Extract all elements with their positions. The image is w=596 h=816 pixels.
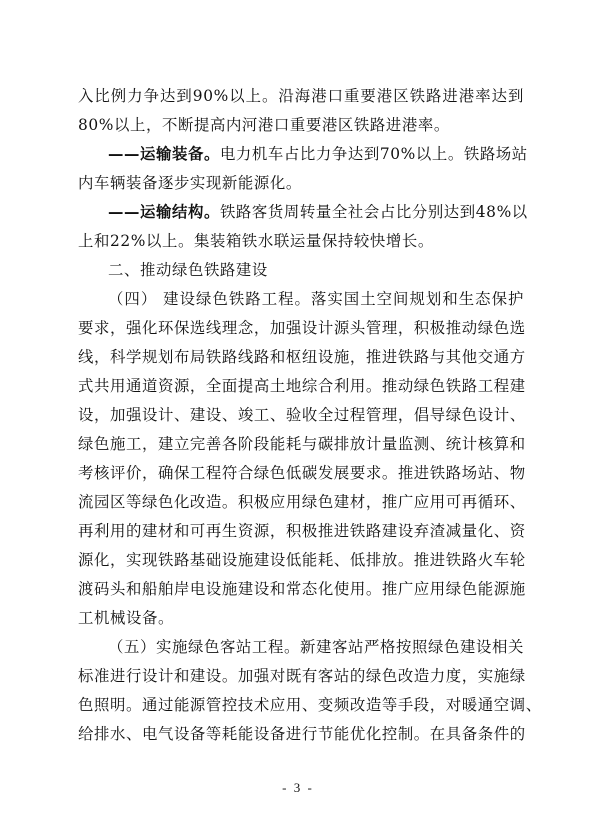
body-line: 入比例力争达到90%以上。沿海港口重要港区铁路进港率达到 <box>78 87 524 105</box>
body-line: （四） 建设绿色铁路工程。落实国土空间规划和生态保护 <box>108 290 524 308</box>
body-line: 要求，强化环保选线理念，加强设计源头管理，积极推动绿色选 <box>78 319 526 337</box>
body-line: 考核评价，确保工程符合绿色低碳发展要求。推进铁路场站、物 <box>78 464 526 482</box>
body-line: 绿色施工，建立完善各阶段能耗与碳排放计量监测、统计核算和 <box>78 435 526 453</box>
bold-label: ——运输结构。 <box>108 203 220 221</box>
body-line: ——运输装备。电力机车占比力争达到70%以上。铁路场站 <box>108 145 528 163</box>
body-line: 80%以上，不断提高内河港口重要港区铁路进港率。 <box>78 116 450 134</box>
body-line: 设，加强设计、建设、竣工、验收全过程管理，倡导绿色设计、 <box>78 406 526 424</box>
body-line: 上和22%以上。集装箱铁水联运量保持较快增长。 <box>78 232 434 250</box>
body-line: 线，科学规划布局铁路线路和枢纽设施，推进铁路与其他交通方 <box>78 348 526 366</box>
body-line: 源化，实现铁路基础设施建设低能耗、低排放。推进铁路火车轮 <box>78 551 526 569</box>
section-heading: 二、推动绿色铁路建设 <box>108 261 268 279</box>
page-number: - 3 - <box>282 780 314 795</box>
body-line: ——运输结构。铁路客货周转量全社会占比分别达到48%以 <box>108 203 528 221</box>
body-line: 渡码头和船舶岸电设施建设和常态化使用。推广应用绿色能源施 <box>78 580 526 598</box>
body-line: 内车辆装备逐步实现新能源化。 <box>78 174 302 192</box>
body-line: 给排水、电气设备等耗能设备进行节能优化控制。在具备条件的 <box>78 725 526 743</box>
body-line: （五）实施绿色客站工程。新建客站严格按照绿色建设相关 <box>108 638 524 656</box>
body-line: 工机械设备。 <box>78 609 174 627</box>
body-line: 色照明。通过能源管控技术应用、变频改造等手段，对暖通空调、 <box>78 696 542 714</box>
bold-label: ——运输装备。 <box>108 145 220 163</box>
body-line: 式共用通道资源，全面提高土地综合利用。推动绿色铁路工程建 <box>78 377 526 395</box>
body-line: 标准进行设计和建设。加强对既有客站的绿色改造力度，实施绿 <box>78 667 526 685</box>
body-line: 流园区等绿色化改造。积极应用绿色建材，推广应用可再循环、 <box>78 493 526 511</box>
body-line: 再利用的建材和可再生资源，积极推进铁路建设弃渣减量化、资 <box>78 522 526 540</box>
